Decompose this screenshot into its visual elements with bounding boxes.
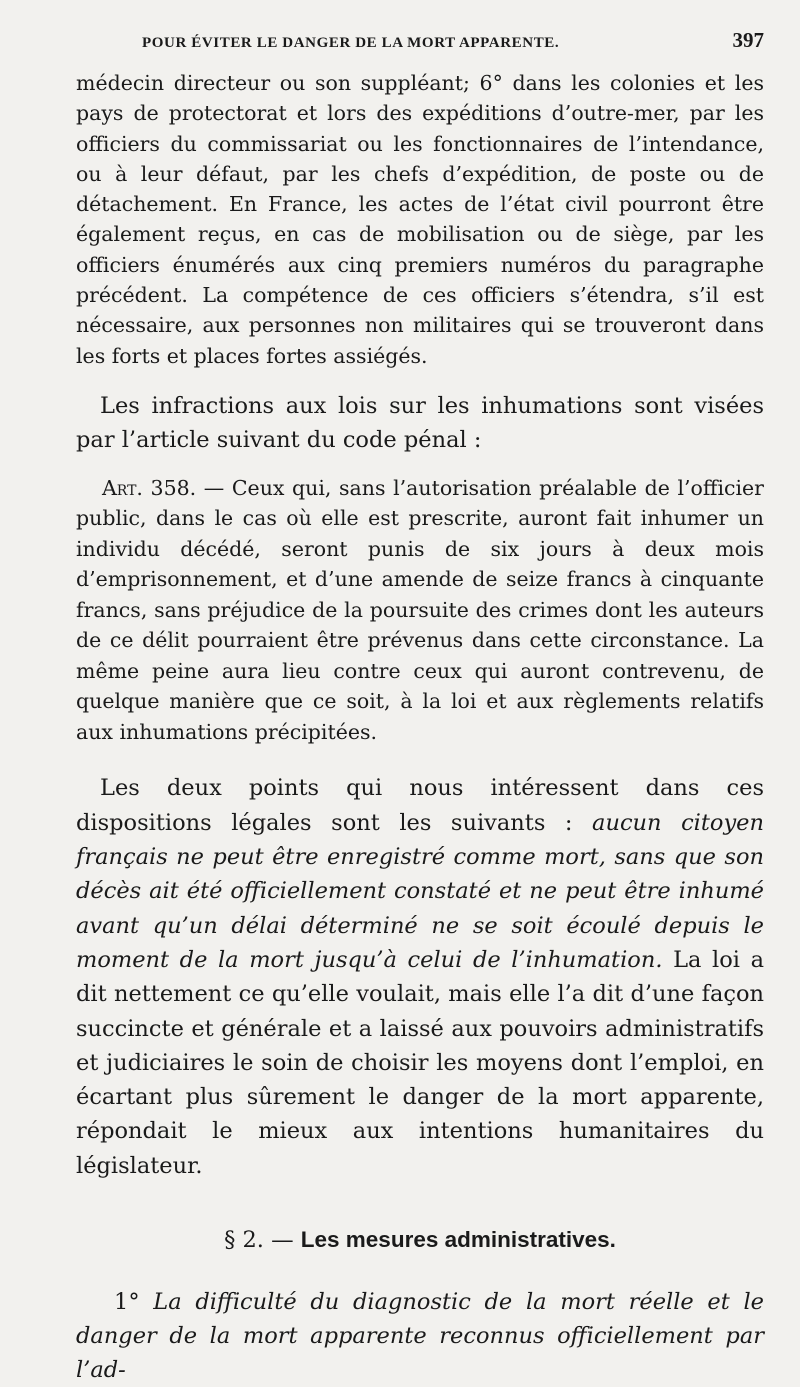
paragraph-two-points — [76, 771, 764, 1183]
section-number: § 2. — — [224, 1227, 301, 1254]
article-text: 358. — Ceux qui, sans l’autorisation préalable de l’officier public, dans le cas où elle est prescrite, auront fait inhumer un individu décédé, seront punis de six jours à deux mois d’emprisonnement, et d’une amende de seize francs à cinquante francs, sans préjudice de la poursuite des crimes dont les auteurs de ce délit pourraient être prévenus dans cette circonstance. La même peine aura lieu contre ceux qui auront contrevenu, de quelque manière que ce soit, à la loi et aux règlements relatifs aux inhumations précipitées. — [76, 475, 764, 744]
page-body — [76, 68, 764, 1387]
subsection-number: 1° — [114, 1289, 154, 1316]
paragraph-infractions: Les infractions aux lois sur les inhumations sont visées par l’article suivant du code pénal : — [76, 392, 764, 453]
section-title: Les mesures administratives. — [300, 1227, 616, 1253]
paragraph-intro: Les deux points qui nous intéressent dans ces dispositions légales sont les suivants : — [76, 775, 764, 836]
subsection-italic: La difficulté du diagnostic de la mort réelle et le danger de la mort apparente reconnus officiellement par l’ad- — [76, 1289, 764, 1384]
paragraph-rest: La loi a dit nettement ce qu’elle voulait, mais elle l’a dit d’une façon succincte et générale et a laissé aux pouvoirs administratifs et judiciaires le soin de choisir les moyens dont l’emploi, en écartant plus sûrement le danger de la mort apparente, répondait le mieux aux intentions humanitaires du législateur. — [76, 946, 764, 1179]
page-number: 397 — [732, 28, 764, 52]
page-header — [76, 28, 764, 62]
section-heading — [76, 1227, 764, 1253]
article-label: Art. — [102, 475, 143, 500]
article-358-quote — [76, 473, 764, 748]
running-head: POUR ÉVITER LE DANGER DE LA MORT APPARENTE. — [142, 35, 560, 51]
paragraph-continuation: médecin directeur ou son suppléant; 6° dans les colonies et les pays de protectorat et lors des expéditions d’outre-mer, par les officiers du commissariat ou les fonctionnaires de l’intendance, ou à leur défaut, par les chefs d’expédition, de poste ou de détachement. En France, les actes de l’état civil pourront être également reçus, en cas de mobilisation ou de siège, par les officiers énumérés aux cinq premiers numéros du paragraphe précédent. La compétence de ces officiers s’étendra, s’il est nécessaire, aux personnes non militaires qui se trouveront dans les forts et places fortes assiégés. — [76, 71, 764, 368]
emphasized-text: aucun citoyen français ne peut être enregistré comme mort, sans que son décès ait été officiellement constaté et ne peut être inhumé avant qu’un délai déterminé ne se soit écoulé depuis le moment de la mort jusqu’à celui de l’inhumation. — [76, 809, 764, 973]
paragraph-subsection — [76, 1285, 764, 1387]
